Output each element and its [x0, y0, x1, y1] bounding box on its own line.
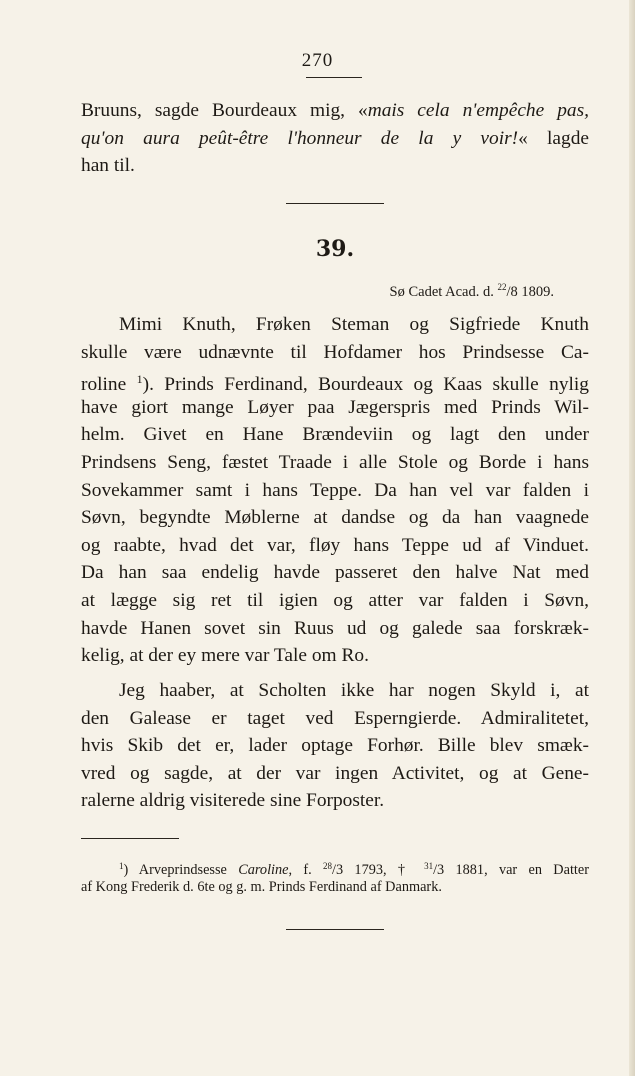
paragraph-line: Jeg haaber, at Scholten ikke har nogen Skyld i, at — [119, 680, 589, 701]
paragraph-line: skulle være udnævnte til Hofdamer hos Prindsesse Ca- — [81, 341, 589, 363]
footnote-marker: 1 — [136, 372, 143, 387]
paragraph-line: havde Hanen sovet sin Ruus ud og galede saa forskræk- — [81, 617, 589, 639]
intro-line: qu'on aura peût-être l'honneur de la y voir!« lagde — [81, 127, 590, 149]
intro-line: Bruuns, sagde Bourdeaux mig, «mais cela n'empêche pas, — [81, 100, 589, 121]
footnote-line: $^1$) Arveprindsesse Caroline, f. $^{28}$/3 1793, † $^{31}$/3 1881, var en Datter — [119, 861, 589, 878]
page-number: 270 — [301, 50, 334, 71]
paragraph-1 — [81, 311, 589, 670]
paragraph-line: helm. Givet en Hane Brændeviin og lagt den under — [81, 424, 589, 446]
intro-line: han til. — [81, 155, 135, 177]
footnote — [81, 856, 589, 897]
intro-text — [81, 97, 589, 180]
paragraph-line: Prindsens Seng, fæstet Traade i alle Stole og Borde i hans — [81, 451, 589, 473]
paragraph-line: Da han saa endelig havde passeret den halve Nat med — [81, 562, 589, 584]
footnote-divider — [81, 838, 179, 839]
paragraph-line: og raabte, hvad det var, fløy hans Teppe ud af Vinduet. — [81, 534, 589, 556]
paragraph-line: kelig, at der ey mere var Tale om Ro. — [81, 645, 369, 667]
paragraph-line: roline $^1$). Prinds Ferdinand, Bourdeaux og Kaas skulle nylig — [81, 372, 590, 396]
paragraph-line: Søvn, begyndte Møblerne at dandse og da han vaagnede — [81, 507, 589, 529]
paragraph-2 — [81, 677, 589, 815]
footnote-marker: 1 — [119, 861, 124, 871]
footnote-line: af Kong Frederik d. 6te og g. m. Prinds Ferdinand af Danmark. — [81, 878, 442, 895]
paragraph-line: Sovekammer samt i hans Teppe. Da han vel var falden i — [81, 479, 589, 501]
paragraph-line: have giort mange Løyer paa Jægerspris med Prinds Wil- — [81, 396, 589, 418]
paragraph-line: hvis Skib det er, lader optage Forhør. Bille blev smæk- — [81, 735, 589, 757]
paragraph-line: den Galease er taget ved Esperngierde. Admiralitetet, — [81, 707, 589, 729]
paragraph-line: at lægge sig ret til igien og atter var falden i Søvn, — [81, 589, 589, 611]
section-divider — [286, 203, 384, 204]
paragraph-line: Mimi Knuth, Frøken Steman og Sigfriede Knuth — [119, 314, 589, 335]
letter-number: 39. — [315, 236, 355, 262]
section-divider — [286, 929, 384, 930]
dateline: Sø Cadet Acad. d. $^{22}$/8 1809. — [389, 282, 554, 300]
paragraph-line: ralerne aldrig visiterede sine Forposter. — [81, 790, 385, 812]
paragraph-line: vred og sagde, at der var ingen Activitet, og at Gene- — [81, 762, 589, 784]
page-number-rule — [306, 77, 362, 78]
page-edge — [629, 0, 635, 1076]
